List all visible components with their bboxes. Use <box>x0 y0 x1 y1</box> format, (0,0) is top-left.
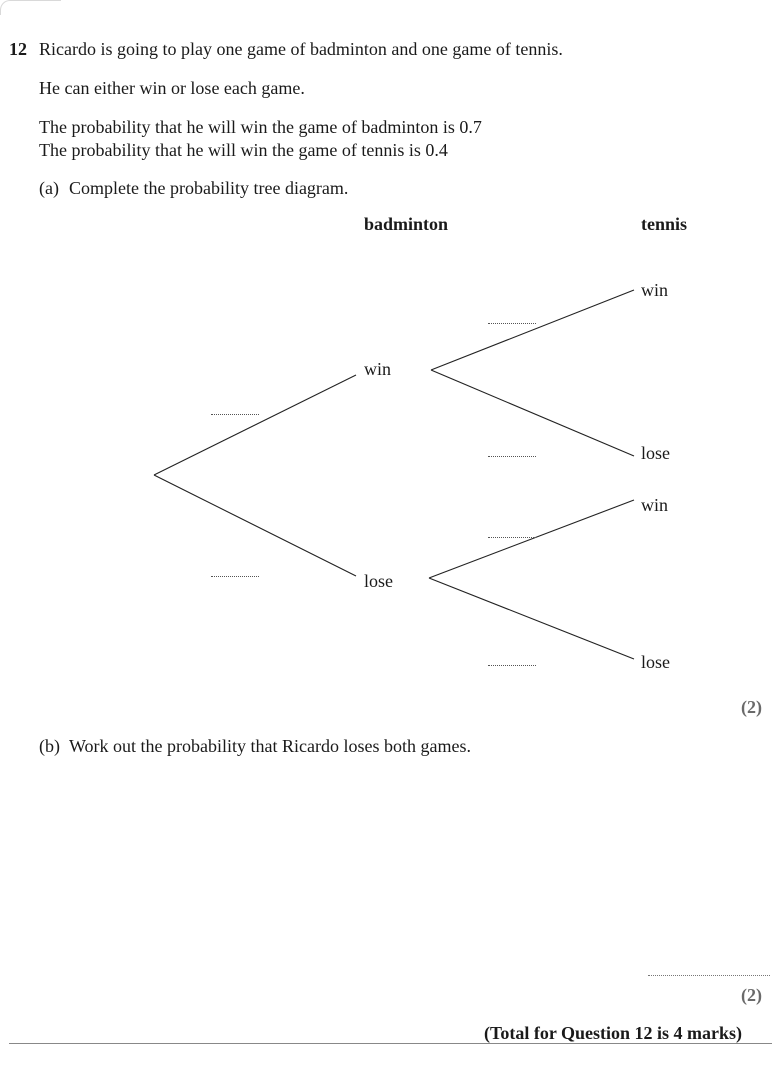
outcome-tennis-win-1: win <box>641 280 668 300</box>
footer-rule <box>9 1043 772 1044</box>
outcome-badminton-win: win <box>364 359 391 379</box>
answer-space-badminton-win[interactable] <box>211 414 259 415</box>
answer-space-badminton-lose[interactable] <box>211 576 259 577</box>
outcome-tennis-win-2: win <box>641 495 668 515</box>
header-tennis: tennis <box>641 214 688 234</box>
question-intro: Ricardo is going to play one game of badminton and one game of tennis. <box>39 39 563 59</box>
outcome-tennis-lose-2: lose <box>641 652 670 672</box>
outcome-tennis-lose-1: lose <box>641 443 670 463</box>
branch-badminton-win <box>154 375 356 475</box>
part-b-marks: (2) <box>741 985 762 1005</box>
total-marks: (Total for Question 12 is 4 marks) <box>484 1023 743 1043</box>
branch-win-tennis-win <box>431 290 634 370</box>
branch-lose-tennis-win <box>429 500 634 578</box>
part-b-label: (b) <box>39 736 60 756</box>
part-a-label: (a) <box>39 178 59 198</box>
question-number: 12 <box>9 39 27 59</box>
branch-lose-tennis-lose <box>429 578 634 659</box>
branch-badminton-lose <box>154 475 356 576</box>
question-line-3: The probability that he will win the game of badminton is 0.7 <box>39 117 482 137</box>
part-a-text: Complete the probability tree diagram. <box>69 178 349 198</box>
outcome-badminton-lose: lose <box>364 571 393 591</box>
answer-space-tennis-lose-1[interactable] <box>488 456 536 457</box>
branch-win-tennis-lose <box>431 370 634 456</box>
part-b-text: Work out the probability that Ricardo loses both games. <box>69 736 471 756</box>
answer-space-tennis-win-1[interactable] <box>488 323 536 324</box>
answer-space-tennis-lose-2[interactable] <box>488 665 536 666</box>
part-a-marks: (2) <box>741 697 762 717</box>
part-b-answer-line[interactable] <box>648 975 770 976</box>
header-badminton: badminton <box>364 214 449 234</box>
answer-space-tennis-win-2[interactable] <box>488 537 536 538</box>
question-line-4: The probability that he will win the game of tennis is 0.4 <box>39 140 448 160</box>
question-line-2: He can either win or lose each game. <box>39 78 305 98</box>
